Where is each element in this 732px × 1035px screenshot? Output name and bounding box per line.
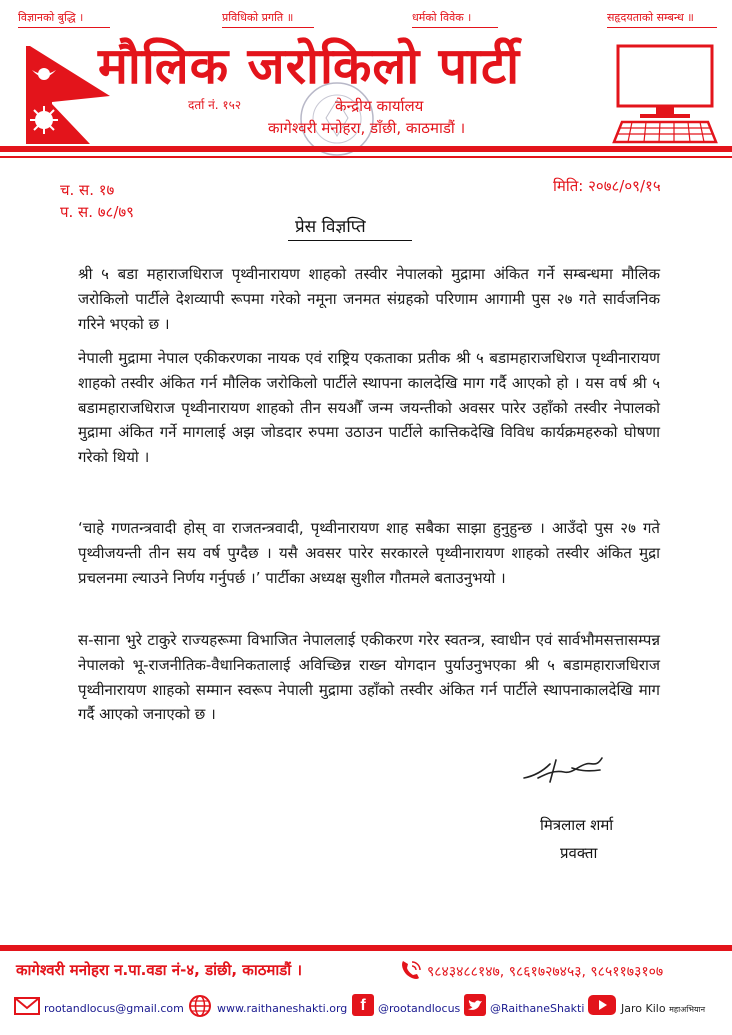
email-link[interactable]: rootandlocus@gmail.com [44, 1002, 184, 1015]
fiscal-year: प. स. ७८/७९ [60, 203, 134, 221]
website-link[interactable]: www.raithaneshakti.org [217, 1002, 348, 1015]
slogan-science: विज्ञानको बुद्धि । [18, 11, 84, 24]
central-office: केन्द्रीय कार्यालय [335, 97, 424, 115]
youtube-channel-suffix: महाअभियान [669, 1005, 706, 1014]
paragraph-4: स-साना भुरे टाकुरे राज्यहरूमा विभाजित नेपाललाई एकीकरण गरेर स्वतन्त्र, स्वाधीन एवं सार्वभौमसत्तासम्पन्न नेपालको भू-राजनीतिक-वैधानिकतालाई अविच्छिन्न राख्न योगदान पुर्याउनुभएका श्री ५ बडामहाराजधिराज पृथ्वीनारायण शाहको सम्मान स्वरूप नेपाली मुद्रामा उहाँको तस्वीर अंकित गर्न पार्टीले स्थापनाकालदेखि माग गर्दै आएको जनाएको छ । [78, 631, 660, 724]
slogan-underline [222, 27, 314, 28]
party-name: मौलिक जरोकिलो पार्टी [98, 37, 521, 95]
slogan-underline [607, 27, 717, 28]
computer-icon [612, 44, 718, 144]
header-divider-thin [0, 156, 732, 158]
youtube-channel[interactable] [621, 1002, 705, 1015]
slogan-religion: धर्मको विवेक । [412, 11, 472, 24]
signatory-role: प्रवक्ता [560, 844, 598, 862]
phone-icon [398, 958, 424, 982]
paragraph-2: नेपाली मुद्रामा नेपाल एकीकरणका नायक एवं राष्ट्रिय एकताका प्रतीक श्री ५ बडामहाराजधिराज पृथ्वीनारायण शाहको तस्वीर अंकित गर्न मौलिक जरोकिलो पार्टीले स्थापना कालदेखि माग गर्दै आएको हो । यस वर्ष श्री ५ बडामहाराजधिराज पृथ्वीनारायण शाहको तीन सयऔँ जन्म जयन्तीको अवसर पारेर उहाँको तस्वीर नेपालको मुद्रामा अंकित गर्ने मागलाई अझ जोडदार रुपमा उठाउन पार्टीले कात्तिकदेखि विविध कार्यक्रमहरुको घोषणा गरेको थियो । [78, 349, 660, 467]
footer-phones: ९८४३४८८१४७, ९८६१७२७४५३, ९८५११७३१०७ [427, 964, 664, 980]
office-address: कागेश्वरी मनोहरा, डाँछी, काठमाडौं । [268, 119, 466, 137]
slogan-underline [18, 27, 110, 28]
globe-icon [188, 994, 212, 1018]
twitter-icon [464, 994, 486, 1016]
youtube-channel-name: Jaro Kilo [621, 1002, 666, 1015]
paragraph-1: श्री ५ बडा महाराजधिराज पृथ्वीनारायण शाहको तस्वीर नेपालको मुद्रामा अंकित गर्ने सम्बन्धमा मौलिक जरोकिलो पार्टीले देशव्यापी रूपमा गरेको नमूना जनमत संग्रहको परिणाम आगामी पुस २७ गते सार्वजनिक गरिने भएको छ । [78, 265, 660, 333]
signature [520, 752, 610, 786]
youtube-icon [588, 995, 616, 1015]
facebook-handle[interactable]: @rootandlocus [378, 1002, 461, 1015]
footer-divider [0, 945, 732, 951]
letter-date: मिति: २०७८/०९/१५ [553, 177, 661, 195]
press-release-title: प्रेस विज्ञप्ति [295, 217, 366, 237]
registration-number: दर्ता नं. १५२ [188, 98, 242, 112]
email-icon [14, 996, 40, 1016]
signatory-name: मित्रलाल शर्मा [540, 816, 614, 834]
nepal-flag-logo [12, 40, 112, 148]
paragraph-3: ‘चाहे गणतन्त्रवादी होस् वा राजतन्त्रवादी, पृथ्वीनारायण शाह सबैका साझा हुनुहुन्छ । आउँदो पुस २७ गते पृथ्वीजयन्ती तीन सय वर्ष पुग्दैछ । यसै अवसर पारेर सरकारले पृथ्वीनारायण शाहको तस्वीर अंकित मुद्रा प्रचलनमा ल्याउने निर्णय गर्नुपर्छ ।’ पार्टीका अध्यक्ष सुशील गौतमले बताउनुभयो । [78, 519, 660, 587]
twitter-handle[interactable]: @RaithaneShakti [490, 1002, 585, 1015]
letter-number: च. स. १७ [60, 181, 115, 199]
facebook-icon: f [352, 994, 374, 1016]
slogan-underline [412, 27, 498, 28]
header-divider [0, 146, 732, 152]
slogan-harmony: सहृदयताको सम्बन्ध ॥ [607, 11, 694, 24]
slogan-technology: प्रविधिको प्रगति ॥ [222, 11, 294, 24]
footer-address: कागेश्वरी मनोहरा न.पा.वडा नं-४, डांछी, काठमाडौं । [16, 961, 303, 979]
title-underline [288, 240, 412, 241]
